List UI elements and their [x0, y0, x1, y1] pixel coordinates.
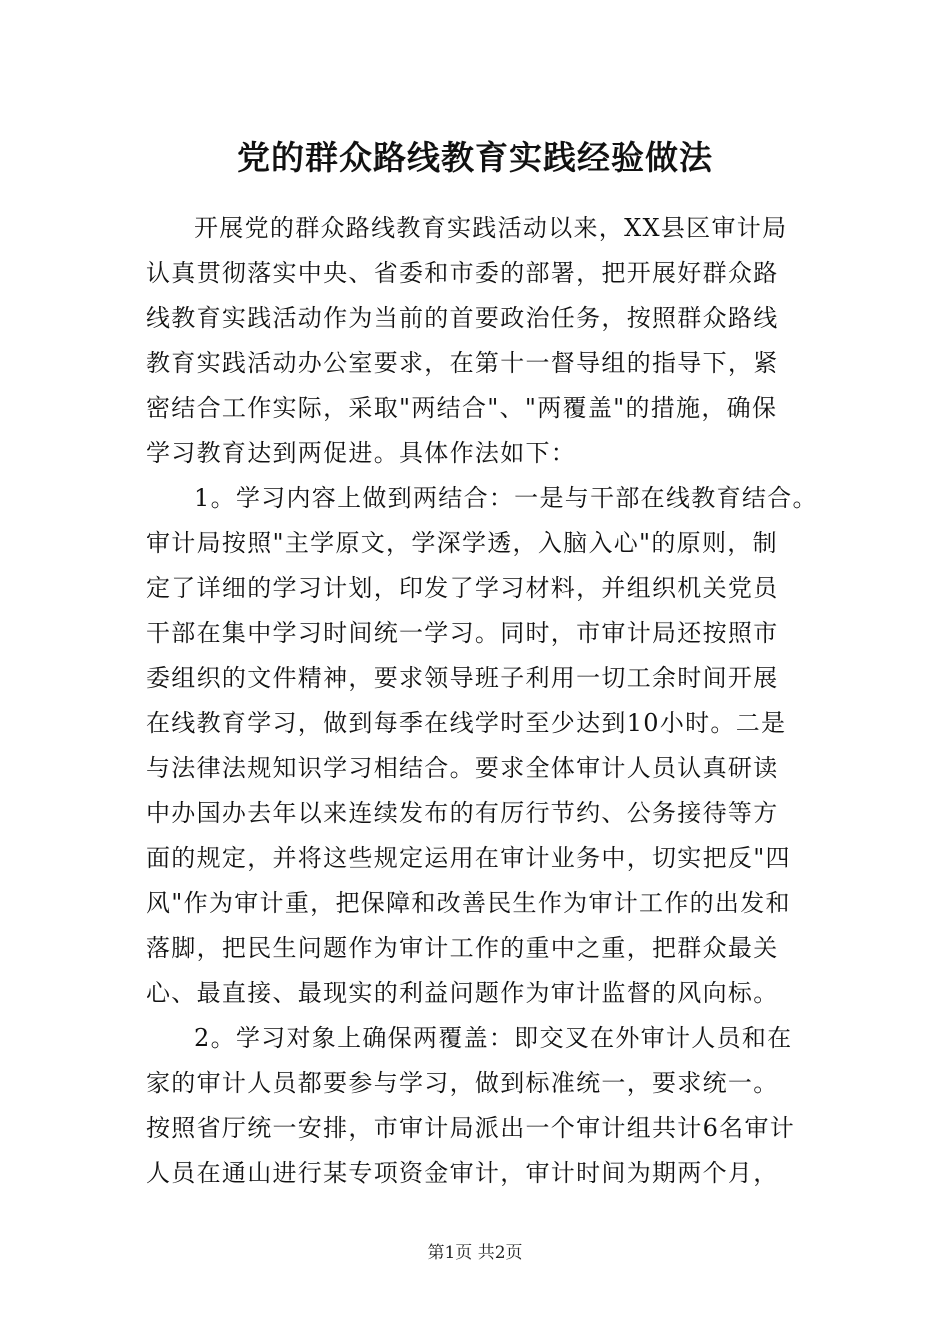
paragraph-line: 中办国办去年以来连续发布的有厉行节约、公务接待等方 [146, 799, 779, 827]
paragraph-line: 开展党的群众路线教育实践活动以来，XX县区审计局 [194, 214, 788, 242]
paragraph-line: 落脚，把民生问题作为审计工作的重中之重，把群众最关 [146, 934, 779, 962]
paragraph-line: 线教育实践活动作为当前的首要政治任务，按照群众路线 [146, 304, 779, 332]
paragraph-line: 1。学习内容上做到两结合：一是与干部在线教育结合。 [194, 484, 818, 512]
paragraph-line: 2。学习对象上确保两覆盖：即交叉在外审计人员和在 [194, 1024, 793, 1052]
paragraph-line: 在线教育学习，做到每季在线学时至少达到10小时。二是 [146, 709, 787, 737]
paragraph-line: 认真贯彻落实中央、省委和市委的部署，把开展好群众路 [146, 259, 779, 287]
paragraph-line: 面的规定，并将这些规定运用在审计业务中，切实把反"四 [146, 844, 791, 872]
paragraph-line: 按照省厅统一安排，市审计局派出一个审计组共计6名审计 [146, 1114, 796, 1142]
page-number-footer: 第1页 共2页 [427, 1243, 523, 1263]
document-title: 党的群众路线教育实践经验做法 [237, 138, 713, 177]
paragraph-line: 家的审计人员都要参与学习，做到标准统一，要求统一。 [146, 1069, 779, 1097]
paragraph-line: 密结合工作实际，采取"两结合"、"两覆盖"的措施，确保 [146, 394, 778, 422]
paragraph-line: 心、最直接、最现实的利益问题作为审计监督的风向标。 [146, 979, 779, 1007]
paragraph-line: 审计局按照"主学原文，学深学透，入脑入心"的原则，制 [146, 529, 778, 557]
paragraph-line: 人员在通山进行某专项资金审计，审计时间为期两个月， [146, 1159, 779, 1187]
paragraph-line: 干部在集中学习时间统一学习。同时，市审计局还按照市 [146, 619, 779, 647]
paragraph-line: 委组织的文件精神，要求领导班子利用一切工余时间开展 [146, 664, 779, 692]
paragraph-line: 与法律法规知识学习相结合。要求全体审计人员认真研读 [146, 754, 779, 782]
paragraph-line: 教育实践活动办公室要求，在第十一督导组的指导下，紧 [146, 349, 779, 377]
paragraph-line: 定了详细的学习计划，印发了学习材料，并组织机关党员 [146, 574, 779, 602]
paragraph-line: 风"作为审计重，把保障和改善民生作为审计工作的出发和 [146, 889, 791, 917]
paragraph-line: 学习教育达到两促进。具体作法如下： [146, 439, 577, 467]
